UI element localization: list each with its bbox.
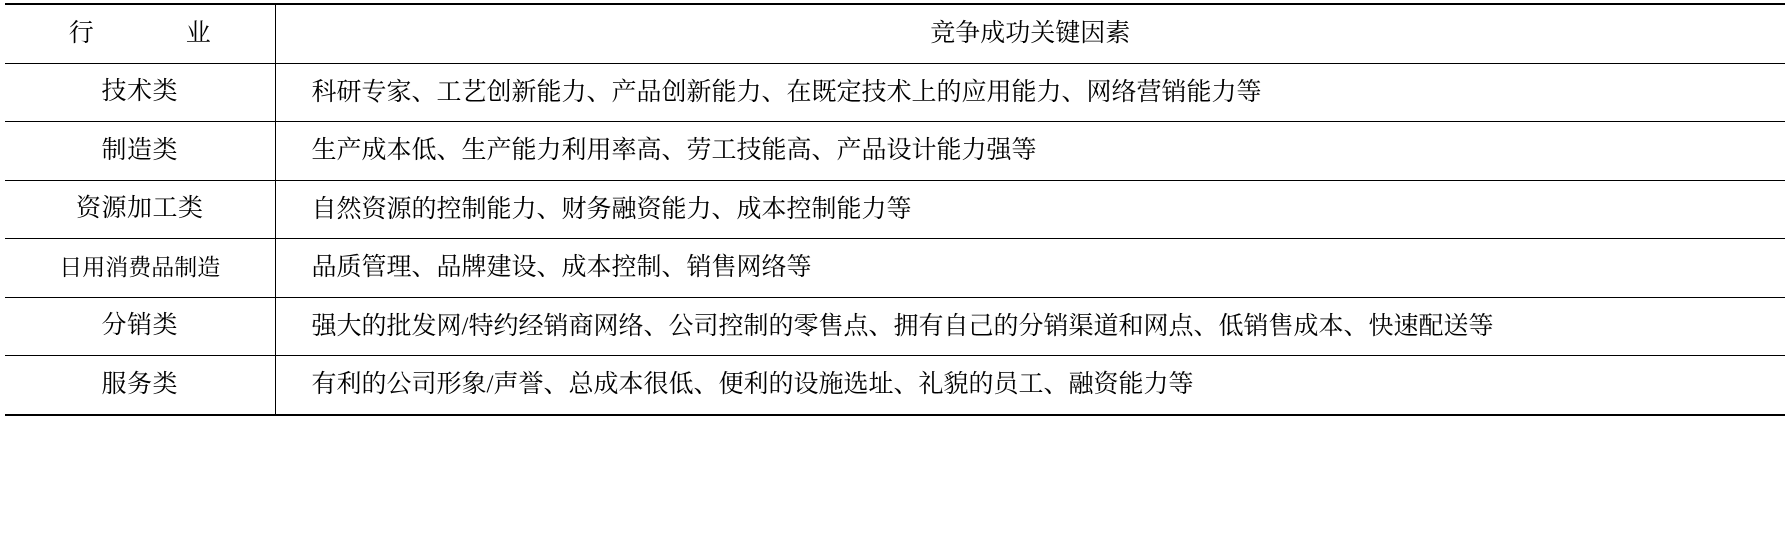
cell-factors: 自然资源的控制能力、财务融资能力、成本控制能力等 <box>275 180 1785 239</box>
table-row <box>5 239 1785 298</box>
key-success-factors-table <box>5 3 1785 416</box>
cell-industry: 分销类 <box>5 297 275 356</box>
table-row <box>5 356 1785 415</box>
cell-industry: 服务类 <box>5 356 275 415</box>
cell-factors: 有利的公司形象/声誉、总成本很低、便利的设施选址、礼貌的员工、融资能力等 <box>275 356 1785 415</box>
cell-factors: 生产成本低、生产能力利用率高、劳工技能高、产品设计能力强等 <box>275 122 1785 181</box>
table-row <box>5 122 1785 181</box>
document-page <box>0 3 1791 536</box>
column-header-industry: 行 业 <box>5 4 275 63</box>
column-header-factors: 竞争成功关键因素 <box>275 4 1785 63</box>
cell-factors: 强大的批发网/特约经销商网络、公司控制的零售点、拥有自己的分销渠道和网点、低销售成本、快速配送等 <box>275 297 1785 356</box>
table-row <box>5 297 1785 356</box>
cell-industry: 技术类 <box>5 63 275 122</box>
cell-industry: 资源加工类 <box>5 180 275 239</box>
cell-industry: 制造类 <box>5 122 275 181</box>
cell-factors: 科研专家、工艺创新能力、产品创新能力、在既定技术上的应用能力、网络营销能力等 <box>275 63 1785 122</box>
cell-industry: 日用消费品制造 <box>5 239 275 298</box>
table-header-row <box>5 4 1785 63</box>
table-row <box>5 180 1785 239</box>
cell-factors: 品质管理、品牌建设、成本控制、销售网络等 <box>275 239 1785 298</box>
table-row <box>5 63 1785 122</box>
